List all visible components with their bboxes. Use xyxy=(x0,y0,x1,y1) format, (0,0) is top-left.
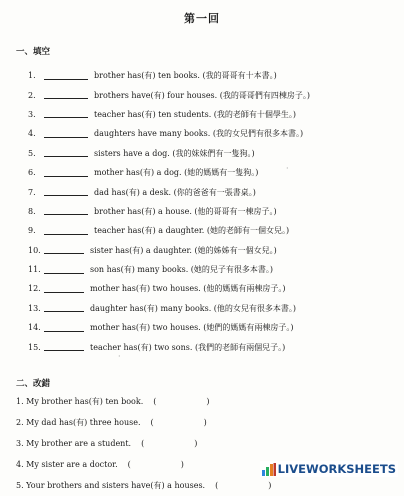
item-number: 13. xyxy=(28,303,41,313)
sentence-text: brother has(有) ten books. (我的哥哥有十本書。) xyxy=(94,71,277,81)
answer-blank[interactable] xyxy=(44,304,84,312)
sentence-text: brother has(有) a house. (他的哥哥有一棟房子。) xyxy=(94,206,277,216)
sentence-text: teacher has(有) a daughter. (她的老師有一個女兒。) xyxy=(94,226,290,236)
decorative-dot: · xyxy=(286,164,289,173)
item-number: 9. xyxy=(28,226,36,236)
item-number: 3. xyxy=(28,109,36,119)
sentence-text: teacher has(有) two sons. (我們的老師有兩個兒子。) xyxy=(90,342,286,352)
answer-blank[interactable] xyxy=(44,188,88,196)
fill-in-item xyxy=(28,318,398,337)
answer-blank[interactable] xyxy=(44,285,84,293)
item-number: 4. xyxy=(28,129,36,139)
answer-blank[interactable] xyxy=(44,149,88,157)
item-number: 8. xyxy=(28,206,36,216)
sentence-text: 1. My brother has(有) ten book. xyxy=(16,397,144,406)
answer-blank[interactable] xyxy=(44,72,88,80)
sentence-text: 5. Your brothers and sisters have(有) a houses. xyxy=(16,481,206,490)
answer-paren-open[interactable]: ( xyxy=(215,481,219,490)
answer-blank[interactable] xyxy=(44,91,88,99)
correction-item xyxy=(16,412,396,433)
sentence-text: mother has(有) two houses. (她們的媽媽有兩棟房子。) xyxy=(90,323,294,333)
answer-blank[interactable] xyxy=(44,324,84,332)
item-number: 15. xyxy=(28,342,41,352)
answer-paren-open[interactable]: ( xyxy=(150,418,154,427)
watermark-logo xyxy=(260,461,398,477)
answer-paren-close[interactable]: ) xyxy=(268,481,272,490)
item-number: 11. xyxy=(28,265,41,275)
item-number: 14. xyxy=(28,323,41,333)
fill-in-item xyxy=(28,66,398,85)
fill-in-item xyxy=(28,299,398,318)
answer-paren-close[interactable]: ) xyxy=(194,439,198,448)
fill-in-list xyxy=(28,66,398,357)
item-number: 5. xyxy=(28,148,36,158)
fill-in-item xyxy=(28,202,398,221)
correction-item xyxy=(16,475,396,496)
item-number: 6. xyxy=(28,168,36,178)
answer-paren-open[interactable]: ( xyxy=(127,460,131,469)
fill-in-item xyxy=(28,85,398,104)
sentence-text: mother has(有) a dog. (她的媽媽有一隻狗。) xyxy=(94,168,259,178)
item-number: 10. xyxy=(28,245,41,255)
fill-in-item xyxy=(28,182,398,201)
answer-blank[interactable] xyxy=(44,169,88,177)
fill-in-item xyxy=(28,221,398,240)
answer-blank[interactable] xyxy=(44,130,88,138)
answer-paren-close[interactable]: ) xyxy=(206,397,210,406)
fill-in-item xyxy=(28,260,398,279)
sentence-text: daughters have many books. (我的女兒們有很多本書。) xyxy=(94,129,304,139)
sentence-text: 3. My brother are a student. xyxy=(16,439,132,448)
item-number: 12. xyxy=(28,284,41,294)
item-number: 2. xyxy=(28,90,36,100)
answer-blank[interactable] xyxy=(44,207,88,215)
sentence-text: dad has(有) a desk. (你的爸爸有一張書桌。) xyxy=(94,187,256,197)
item-number: 7. xyxy=(28,187,36,197)
correction-list xyxy=(16,391,396,496)
fill-in-item xyxy=(28,337,398,356)
answer-blank[interactable] xyxy=(44,110,88,118)
decorative-dot: · xyxy=(118,352,121,361)
sentence-text: 2. My dad has(有) three house. xyxy=(16,418,141,427)
answer-blank[interactable] xyxy=(44,266,84,274)
fill-in-item xyxy=(28,124,398,143)
answer-paren-open[interactable]: ( xyxy=(153,397,157,406)
fill-in-item xyxy=(28,105,398,124)
sentence-text: mother has(有) two houses. (他的媽媽有兩棟房子。) xyxy=(90,284,286,294)
answer-paren-close[interactable]: ) xyxy=(203,418,207,427)
correction-item xyxy=(16,433,396,454)
sentence-text: 4. My sister are a doctor. xyxy=(16,460,118,469)
answer-blank[interactable] xyxy=(44,343,84,351)
item-number: 1. xyxy=(28,71,36,81)
answer-paren-open[interactable]: ( xyxy=(141,439,145,448)
section-heading-correction: 二、改錯 xyxy=(16,379,51,389)
fill-in-item xyxy=(28,241,398,260)
sentence-text: daughter has(有) many books. (他的女兒有很多本書。) xyxy=(90,303,297,313)
fill-in-item xyxy=(28,163,398,182)
liveworksheets-logo-icon xyxy=(262,463,276,476)
section-heading-fill-in: 一、填空 xyxy=(16,47,51,57)
correction-item xyxy=(16,391,396,412)
answer-paren-close[interactable]: ) xyxy=(180,460,184,469)
answer-blank[interactable] xyxy=(44,246,84,254)
sentence-text: son has(有) many books. (她的兒子有很多本書。) xyxy=(90,265,274,275)
watermark-text: LIVEWORKSHEETS xyxy=(277,462,396,476)
answer-blank[interactable] xyxy=(44,227,88,235)
sentence-text: sisters have a dog. (我的妹妹們有一隻狗。) xyxy=(94,148,255,158)
sentence-text: teacher has(有) ten students. (我的老師有十個學生。) xyxy=(94,109,297,119)
sentence-text: brothers have(有) four houses. (我的哥哥們有四棟房子。) xyxy=(94,90,310,100)
page-title: 第一回 xyxy=(184,12,220,25)
fill-in-item xyxy=(28,279,398,298)
sentence-text: sister has(有) a daughter. (她的姊姊有一個女兒。) xyxy=(90,245,277,255)
fill-in-item xyxy=(28,144,398,163)
